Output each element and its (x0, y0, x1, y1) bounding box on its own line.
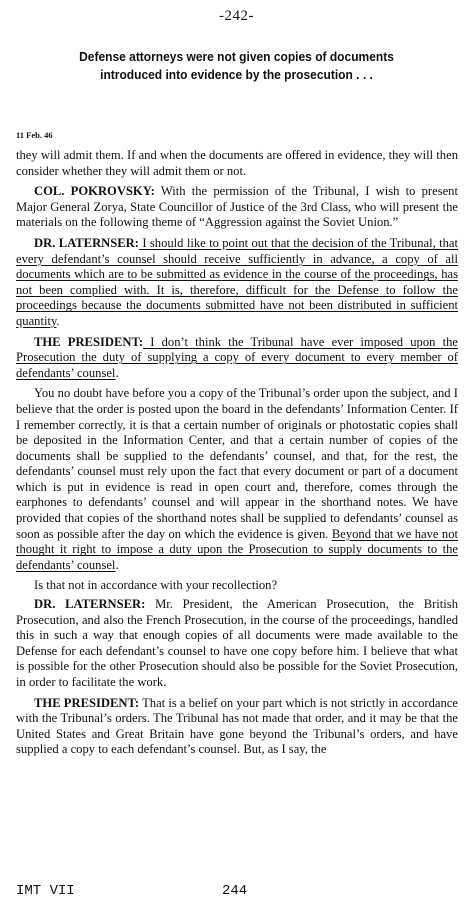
underlined-passage: I should like to point out that the decision of the Tribunal, that every defendant’s counsel should receive sufficiently in advance, a copy of all documents which are to be submitted as evidence in the course of the proceedings, has not been complied with. It is, therefore, difficult for the Defense to follow the proceedings because the documents submitted have not been distributed in sufficient quantity (16, 235, 458, 328)
paragraph-president-1 (16, 335, 458, 382)
speech-text: With the permission of the Tribunal, I wish to present Major General Zorya, State Councillor of Justice of the 3rd Class, who will present the materials on the following theme of “Aggression against the Soviet Union.” (16, 184, 458, 230)
footer-volume: IMT VII (16, 883, 75, 899)
speaker-label: THE PRESIDENT: (34, 334, 144, 349)
speaker-label: DR. LATERNSER: (34, 597, 146, 612)
heading-line-1: Defense attorneys were not given copies of documents (79, 50, 394, 64)
footer-page-number: 244 (222, 883, 248, 899)
speech-text: You no doubt have before you a copy of the Tribunal’s order upon the subject, and I believe that the order is posted upon the board in the defendants’ Information Center. If I remember correctly, it is that a certain number of originals or photostatic copies shall be deposited in the Information Center, and that a certain number of copies of the documents shall be supplied to the defendants’ counsel, and that, for the rest, the defendants’ counsel must rely upon the fact that every document or part of a document which is put in evidence is read in open court and, therefore, comes through the earphones to defendants’ counsel and will appear in the shorthand notes. We have provided that copies of the shorthand notes shall be supplied to defendants’ counsel as soon as possible after the day on which the evidence is given. (16, 386, 458, 541)
speaker-label: THE PRESIDENT: (34, 695, 140, 710)
paragraph-president-2 (16, 386, 458, 573)
page-heading (38, 48, 434, 84)
speech-text: . (115, 557, 119, 572)
speaker-label: DR. LATERNSER: (34, 235, 139, 250)
underlined-passage: I don’t think the Tribunal have ever imposed upon the Prosecution the duty of supplying a copy of every document to every member of defendants’ counsel (16, 334, 458, 380)
speaker-label: COL. POKROVSKY: (34, 184, 155, 199)
page-number: -242- (219, 8, 254, 24)
date-marker: 11 Feb. 46 (16, 130, 53, 140)
paragraph-president-3 (16, 696, 458, 758)
paragraph-continuation: they will admit them. If and when the documents are offered in evidence, they will then consider whether they will admit them or not. (16, 148, 458, 178)
speech-text: Mr. President, the American Prosecution, the British Prosecution, and also the French Prosecution, in the course of the proceedings, handled this in such a way that enough copies of all documents were made available to the Defense for each defendant’s counsel to have one copy before him. I believe that what is possible for the other Prosecution should also be possible for the Soviet Prosecution, in order to facilitate the work. (16, 597, 458, 689)
speech-text: That is a belief on your part which is not strictly in accordance with the Tribunal’s orders. The Tribunal has not made that order, and it may be that the United States and Great Britain have gone beyond the Tribunal’s orders, and have supplied a copy to each defendant’s counsel. But, as I say, the (16, 695, 458, 757)
paragraph-laternser-2 (16, 597, 458, 691)
speech-text: . (115, 365, 119, 380)
paragraph-laternser-1 (16, 236, 458, 330)
speech-text: . (56, 313, 60, 328)
transcript-body (16, 148, 458, 763)
underlined-passage: Beyond that we have not thought it right to impose a duty upon the Prosecution to supply documents to the defendants’ counsel (16, 526, 458, 572)
heading-line-2: introduced into evidence by the prosecution . . . (100, 68, 373, 82)
paragraph-pokrovsky (16, 184, 458, 231)
paragraph-question: Is that not in accordance with your recollection? (34, 578, 278, 593)
